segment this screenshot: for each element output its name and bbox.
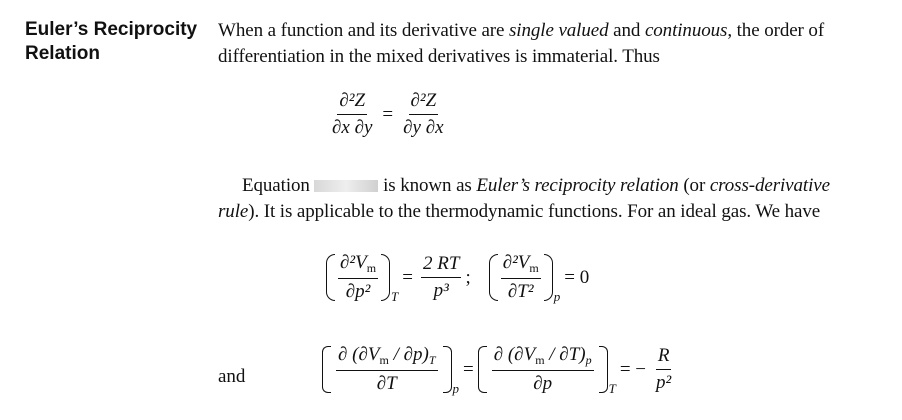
fraction-a-denominator: ∂p²	[345, 281, 371, 302]
reciprocity-text-1: Equation	[242, 175, 315, 196]
fraction-cross-a	[336, 344, 438, 395]
brace-group-a	[322, 344, 452, 395]
fraction-lhs-denominator: ∂x ∂y	[332, 117, 373, 138]
equation-reference-smudge	[314, 180, 378, 192]
fraction-cross-b-denominator: ∂p	[533, 373, 553, 394]
paren-group-c	[489, 252, 553, 303]
fraction-a-num-text: ∂²V	[340, 252, 367, 273]
equals-minus: = −	[619, 358, 647, 380]
equals-sign: =	[382, 103, 394, 125]
equation-mixed-derivatives	[326, 90, 450, 139]
fraction-b	[421, 253, 461, 302]
cross-a-num-tail-sub: T	[428, 353, 436, 367]
subscript-a: T	[391, 289, 399, 304]
equals-sign-cross: =	[463, 358, 474, 380]
fraction-a-num-sub: m	[366, 261, 377, 275]
intro-text-2: and	[608, 20, 645, 41]
fraction-rhs-denominator: ∂y ∂x	[403, 117, 444, 138]
reciprocity-text-4: ). It is applicable to the thermodynamic functions. For an ideal gas. We have	[248, 201, 821, 222]
subscript-cross-b: T	[608, 381, 616, 396]
fraction-lhs	[330, 90, 374, 139]
equals-sign-1: =	[402, 266, 413, 288]
cross-b-num-sub: m	[535, 353, 545, 367]
reciprocity-emphasis-rule: cross-derivative rule	[218, 175, 830, 222]
intro-text-1: When a function and its derivative are	[218, 20, 510, 41]
cross-b-num-text: ∂ (∂V	[493, 344, 536, 365]
and-label: and	[218, 366, 246, 387]
fraction-r-numerator: R	[656, 345, 672, 370]
intro-emphasis-continuous: continuous	[644, 20, 728, 41]
equals-zero: = 0	[564, 266, 590, 288]
fraction-c-denominator: ∂T²	[507, 281, 534, 302]
section-heading	[25, 18, 205, 66]
equation-ideal-gas	[326, 252, 593, 303]
cross-b-num-tail: / ∂T)	[544, 344, 586, 365]
fraction-c-numerator	[501, 252, 541, 279]
fraction-c	[501, 252, 541, 303]
fraction-r-denominator: p²	[656, 372, 672, 393]
fraction-cross-b	[492, 344, 594, 395]
fraction-rhs	[401, 90, 445, 139]
reciprocity-emphasis-name: Euler’s reciprocity relation	[476, 175, 679, 196]
fraction-a-numerator	[338, 252, 378, 279]
fraction-b-numerator: 2 RT	[421, 253, 461, 278]
cross-a-num-text: ∂ (∂V	[338, 344, 380, 365]
fraction-cross-b-numerator	[492, 344, 594, 371]
fraction-cross-a-numerator	[336, 344, 438, 371]
cross-a-num-tail: / ∂p)	[388, 344, 429, 365]
fraction-cross-a-denominator: ∂T	[376, 373, 397, 394]
fraction-b-denominator: p³	[433, 280, 449, 301]
fraction-lhs-numerator: ∂²Z	[337, 90, 367, 115]
intro-emphasis-single-valued: single valued	[509, 20, 609, 41]
section-heading-line1: Euler’s Reciprocity	[25, 19, 198, 40]
reciprocity-text-2: is known as	[378, 175, 477, 196]
fraction-r-over-p2	[654, 345, 673, 394]
fraction-rhs-numerator: ∂²Z	[409, 90, 439, 115]
subscript-cross-a: p	[452, 381, 459, 396]
cross-a-num-sub: m	[379, 353, 389, 367]
fraction-a	[338, 252, 378, 303]
separator: ;	[465, 266, 471, 288]
cross-b-num-tail-sub: p	[585, 353, 592, 367]
section-heading-line2: Relation	[25, 43, 100, 64]
paren-group-a	[326, 252, 390, 303]
subscript-c: p	[553, 289, 561, 304]
reciprocity-text-3: (or	[678, 175, 710, 196]
intro-paragraph	[218, 18, 858, 70]
intro-text-3: , the order of differentiation in the mixed derivatives is immaterial. Thus	[218, 20, 825, 67]
brace-group-b	[478, 344, 608, 395]
reciprocity-paragraph	[218, 173, 858, 225]
fraction-c-num-sub: m	[529, 261, 539, 275]
fraction-c-num-text: ∂²V	[502, 252, 530, 273]
equation-cross-derivatives	[322, 344, 677, 395]
